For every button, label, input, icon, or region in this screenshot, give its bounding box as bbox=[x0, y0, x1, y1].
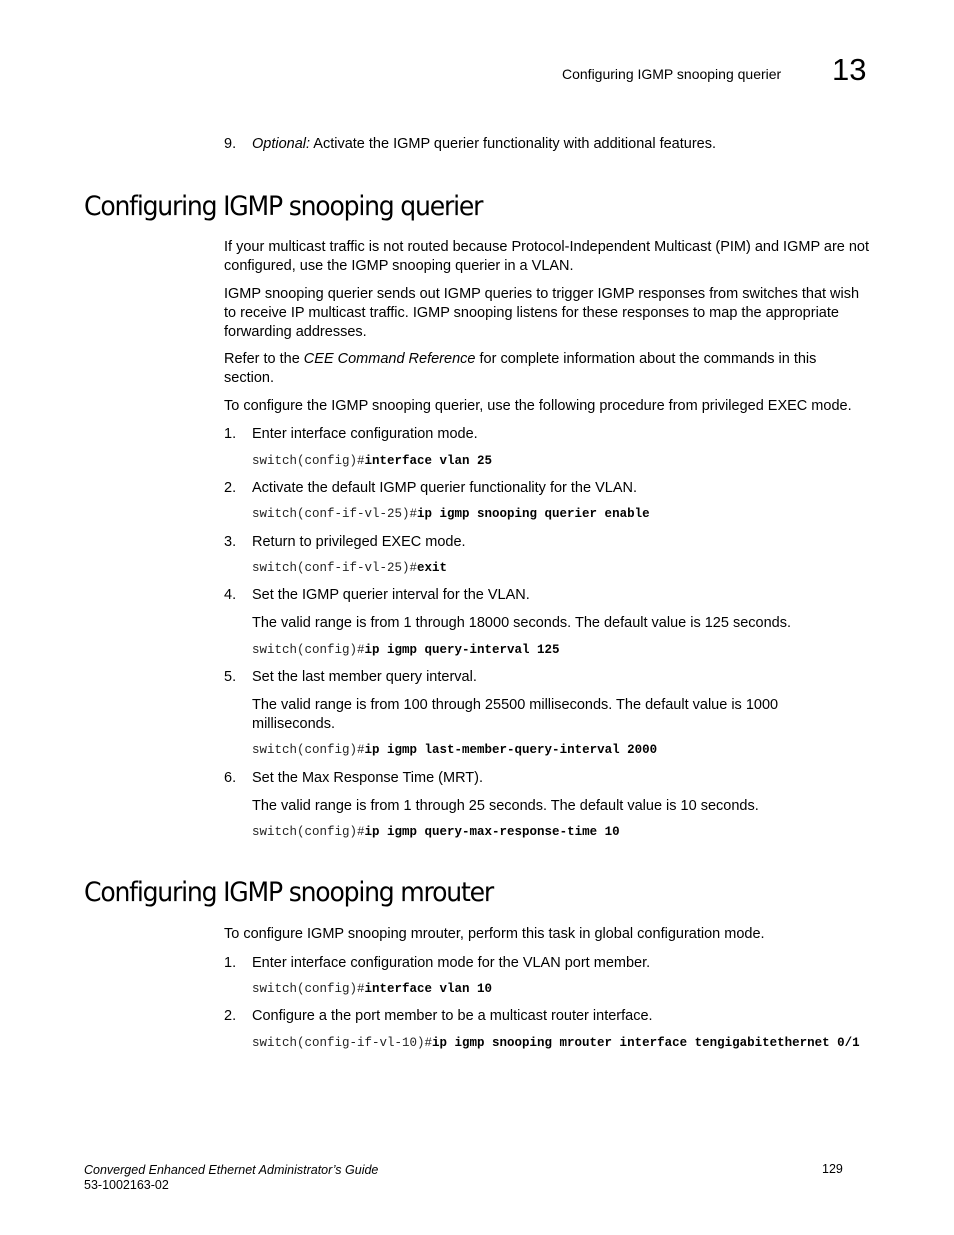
list-item bbox=[224, 135, 716, 154]
code-prompt: switch(conf-if-vl-25)# bbox=[252, 561, 418, 575]
list-item bbox=[224, 586, 530, 605]
footer-guide-title-text: Converged Enhanced Ethernet Administrator’s Guide bbox=[84, 1163, 379, 1177]
code-block bbox=[252, 560, 872, 577]
step-text: Configure a the port member to be a multicast router interface. bbox=[252, 1008, 653, 1024]
code-command: interface vlan 25 bbox=[364, 454, 493, 468]
step-text: Return to privileged EXEC mode. bbox=[252, 534, 466, 550]
step-text: Activate the default IGMP querier functionality for the VLAN. bbox=[252, 480, 637, 496]
step-number: 4. bbox=[224, 587, 237, 603]
step-number: 3. bbox=[224, 534, 237, 550]
step-number: 2. bbox=[224, 1008, 237, 1024]
footer-guide-title bbox=[84, 1162, 378, 1178]
code-block bbox=[252, 1035, 870, 1052]
section-heading: Configuring IGMP snooping querier bbox=[84, 191, 483, 222]
paragraph-text: for complete information about the commands in this section. bbox=[224, 351, 817, 386]
code-block bbox=[252, 506, 872, 523]
code-command: ip igmp query-interval 125 bbox=[364, 643, 560, 657]
step-number: 1. bbox=[224, 955, 237, 971]
step-number: 5. bbox=[224, 669, 237, 685]
page-number: 129 bbox=[822, 1162, 843, 1176]
code-prompt: switch(config-if-vl-10)# bbox=[252, 1036, 433, 1050]
code-block bbox=[252, 453, 872, 470]
running-header-title: Configuring IGMP snooping querier bbox=[562, 66, 782, 82]
list-item bbox=[224, 533, 466, 552]
list-item bbox=[224, 1007, 653, 1026]
code-command: exit bbox=[417, 561, 448, 575]
code-command: ip igmp query-max-response-time 10 bbox=[364, 825, 620, 839]
paragraph bbox=[224, 350, 870, 388]
step-text: Set the IGMP querier interval for the VLAN. bbox=[252, 587, 530, 603]
code-block bbox=[252, 642, 872, 659]
code-command: ip igmp snooping mrouter interface tengigabitethernet 0/1 bbox=[432, 1036, 860, 1050]
code-prompt: switch(conf-if-vl-25)# bbox=[252, 507, 418, 521]
code-block bbox=[252, 742, 872, 759]
reference-title: CEE Command Reference bbox=[303, 351, 476, 367]
step-number: 6. bbox=[224, 770, 237, 786]
list-item bbox=[224, 954, 650, 973]
step-note: The valid range is from 1 through 18000 seconds. The default value is 125 seconds. bbox=[252, 615, 791, 631]
step-text: Set the last member query interval. bbox=[252, 669, 477, 685]
paragraph: To configure IGMP snooping mrouter, perform this task in global configuration mode. bbox=[224, 926, 765, 942]
footer-doc-number: 53-1002163-02 bbox=[84, 1178, 169, 1192]
step-number: 9. bbox=[224, 136, 237, 152]
step-number: 1. bbox=[224, 426, 237, 442]
paragraph: If your multicast traffic is not routed because Protocol-Independent Multicast (PIM) and IGMP are not configured, use the IGMP snooping querier in a VLAN. bbox=[224, 239, 870, 274]
list-item bbox=[224, 479, 637, 498]
step-text: Activate the IGMP querier functionality with additional features. bbox=[310, 136, 716, 152]
step-note: The valid range is from 1 through 25 seconds. The default value is 10 seconds. bbox=[252, 798, 759, 814]
code-prompt: switch(config)# bbox=[252, 643, 365, 657]
paragraph-text: Refer to the bbox=[224, 351, 304, 367]
code-prompt: switch(config)# bbox=[252, 454, 365, 468]
step-note: The valid range is from 100 through 25500 milliseconds. The default value is 1000 milliseconds. bbox=[252, 697, 779, 732]
list-item bbox=[224, 668, 477, 687]
code-prompt: switch(config)# bbox=[252, 825, 365, 839]
step-number: 2. bbox=[224, 480, 237, 496]
code-prompt: switch(config)# bbox=[252, 743, 365, 757]
paragraph: IGMP snooping querier sends out IGMP queries to trigger IGMP responses from switches that wish to receive IP multicast traffic. IGMP snooping listens for these responses to map the appropriate forwarding addresses. bbox=[224, 286, 860, 340]
paragraph: To configure the IGMP snooping querier, use the following procedure from privileged EXEC mode. bbox=[224, 398, 852, 414]
step-text: Set the Max Response Time (MRT). bbox=[252, 770, 484, 786]
code-block bbox=[252, 824, 872, 841]
step-text: Enter interface configuration mode. bbox=[252, 426, 478, 442]
list-item bbox=[224, 769, 483, 788]
step-emphasis: Optional: bbox=[252, 136, 311, 152]
code-command: interface vlan 10 bbox=[364, 982, 493, 996]
code-prompt: switch(config)# bbox=[252, 982, 365, 996]
chapter-number: 13 bbox=[832, 52, 867, 87]
code-block bbox=[252, 981, 872, 998]
code-command: ip igmp snooping querier enable bbox=[417, 507, 650, 521]
step-text: Enter interface configuration mode for the VLAN port member. bbox=[252, 955, 651, 971]
code-command: ip igmp last-member-query-interval 2000 bbox=[364, 743, 658, 757]
list-item bbox=[224, 425, 478, 444]
section-heading: Configuring IGMP snooping mrouter bbox=[84, 877, 493, 908]
